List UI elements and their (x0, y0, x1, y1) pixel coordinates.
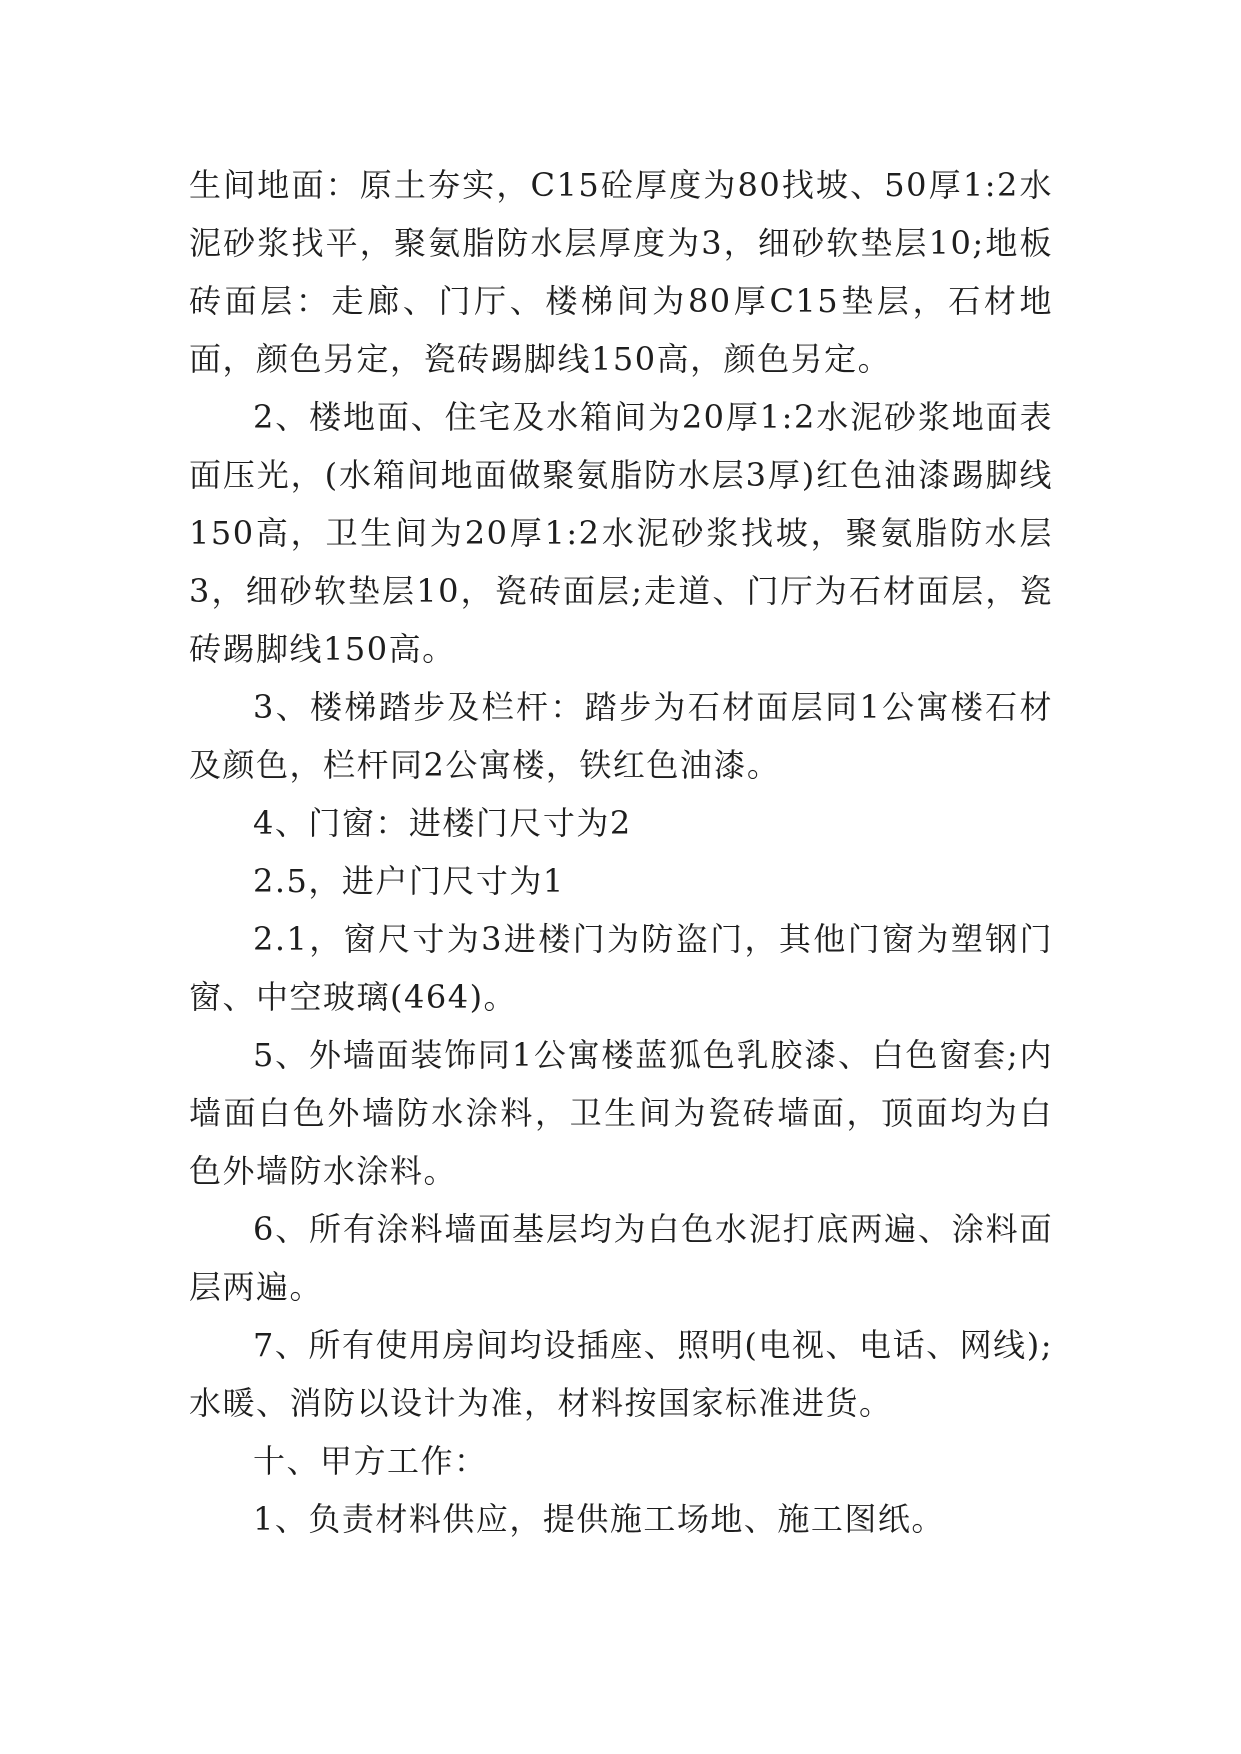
section-heading-party-a-work: 十、甲方工作： (253, 1442, 488, 1480)
paragraph-floor-spec-continued: 生间地面：原土夯实，C15砼厚度为80找坡、50厚1:2水泥砂浆找平，聚氨脂防水层厚度为3，细砂软垫层10;地板砖面层：走廊、门厅、楼梯间为80厚C15垫层，石材地面，颜色另定，瓷砖踢脚线150高，颜色另定。 (189, 166, 1053, 378)
paragraph-item-2-floors: 2、楼地面、住宅及水箱间为20厚1:2水泥砂浆地面表面压光，(水箱间地面做聚氨脂防水层3厚)红色油漆踢脚线150高，卫生间为20厚1:2水泥砂浆找坡，聚氨脂防水层3，细砂软垫层10，瓷砖面层;走道、门厅为石材面层，瓷砖踢脚线150高。 (189, 398, 1053, 668)
paragraph-item-5-wall-finish: 5、外墙面装饰同1公寓楼蓝狐色乳胶漆、白色窗套;内墙面白色外墙防水涂料，卫生间为瓷砖墙面，顶面均为白色外墙防水涂料。 (189, 1036, 1053, 1190)
document-body (189, 156, 1053, 1548)
paragraph-item-6-coating-base: 6、所有涂料墙面基层均为白色水泥打底两遍、涂料面层两遍。 (189, 1210, 1053, 1306)
paragraph-item-7-utilities: 7、所有使用房间均设插座、照明(电视、电话、网线);水暖、消防以设计为准，材料按国家标准进货。 (189, 1326, 1053, 1422)
paragraph-entry-door-size: 2.5，进户门尺寸为1 (253, 862, 565, 900)
paragraph-item-3-stairs: 3、楼梯踏步及栏杆：踏步为石材面层同1公寓楼石材及颜色，栏杆同2公寓楼，铁红色油漆。 (189, 688, 1053, 784)
paragraph-item-4-doors-windows: 4、门窗：进楼门尺寸为2 (253, 804, 632, 842)
paragraph-window-size: 2.1，窗尺寸为3进楼门为防盗门，其他门窗为塑钢门窗、中空玻璃(464)。 (189, 920, 1053, 1016)
paragraph-party-a-item-1: 1、负责材料供应，提供施工场地、施工图纸。 (253, 1500, 945, 1538)
